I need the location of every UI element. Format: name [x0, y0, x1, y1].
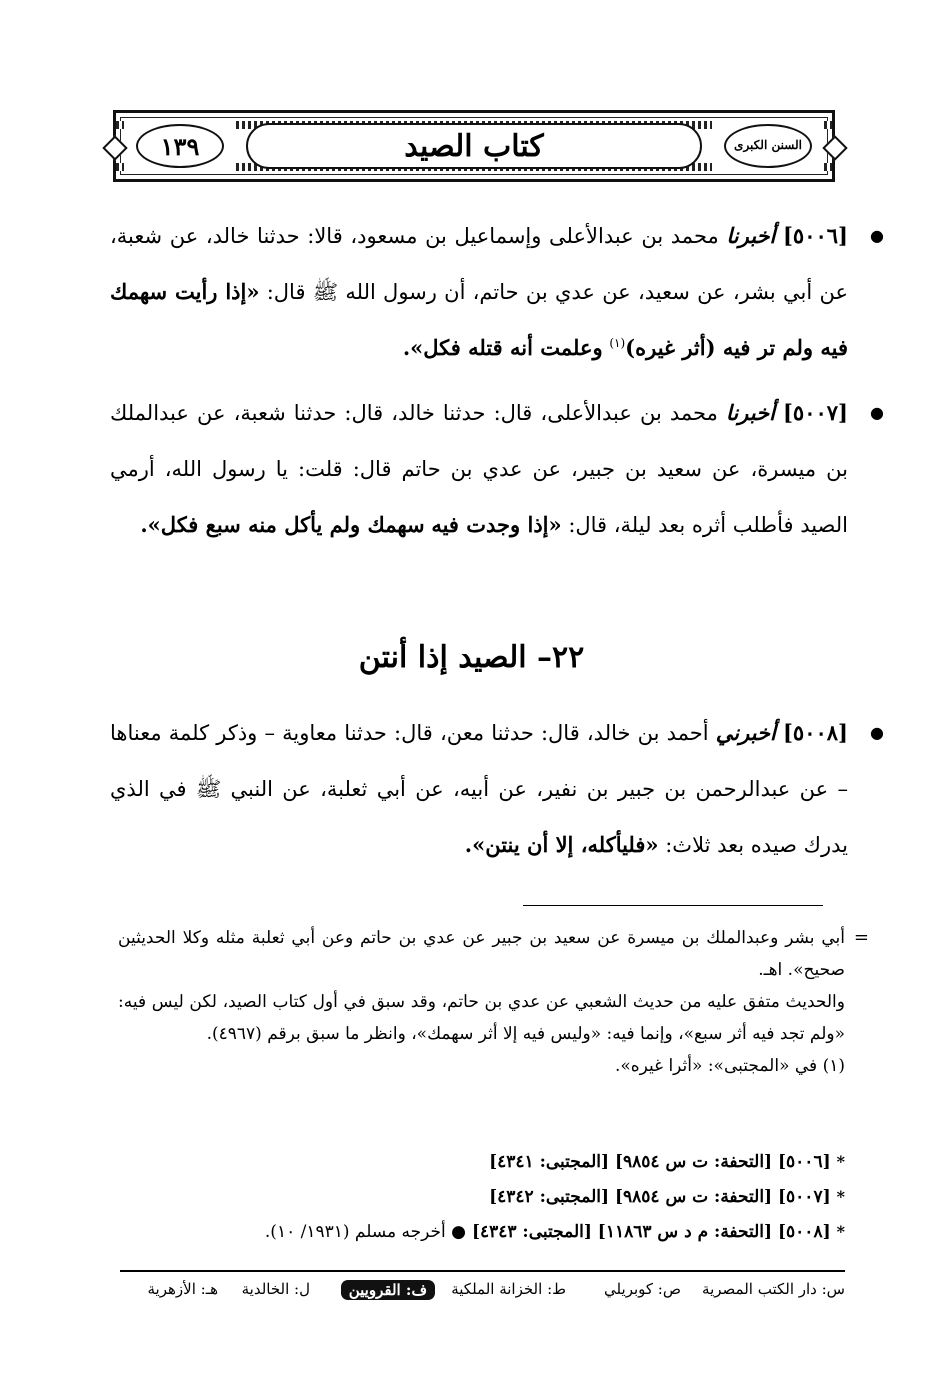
footnote-continuation: [118, 922, 869, 1082]
legend-item-lam: ل: الخالدية: [241, 1280, 310, 1298]
reference-5008: [265, 1222, 845, 1242]
bullet-icon: ●: [870, 403, 884, 422]
hadith-text: محمد بن عبدالأعلى وإسماعيل بن مسعود، قالا: حدثنا خالد،: [205, 224, 719, 248]
hadith-number: [٥٠٠٦]: [782, 223, 848, 248]
footnote-text: والحديث متفق عليه من حديث الشعبي عن عدي بن حاتم، وقد سبق في أول كتاب: [272, 992, 845, 1012]
chapter-title-box: [246, 123, 702, 169]
hadith-quote: «إذا رأيت سهمك فيه ولم تر فيه (أثر غيره): [110, 279, 848, 360]
reference-5006: [489, 1152, 845, 1172]
continuation-mark: =: [853, 927, 869, 948]
legend-item-sad: ص: كوبريلي: [604, 1280, 681, 1298]
legend-item-ta: ط: الخزانة الملكية: [451, 1280, 566, 1298]
reference-extra: ● أخرجه مسلم (١٩٣١/ ١٠).: [264, 1222, 467, 1242]
hadith-intro: أخبرنا: [726, 223, 776, 248]
hadith-5008: [110, 705, 884, 873]
legend-item-ha: هـ: الأزهرية: [147, 1280, 218, 1298]
footnote-ref: (١): [609, 336, 626, 350]
asterisk-icon: *: [836, 1187, 845, 1206]
hadith-intro: أخبرني: [715, 720, 776, 745]
chapter-title: كتاب الصيد: [404, 128, 544, 164]
footnote-text: ما سبق برقم (٤٩٦٧).: [206, 1024, 360, 1044]
footnote-divider: [523, 905, 823, 906]
hadith-number: [٥٠٠٧]: [782, 400, 848, 425]
hadith-text: عن شعبة، عن أبي بشر، عن سعيد، عن عدي بن حاتم، أن رسول الله ﷺ: [110, 224, 848, 304]
hadith-text: أحمد بن خالد، قال: حدثنا معن، قال: حدثنا معاوية – وذكر: [216, 721, 709, 745]
hadith-quote: «إذا وجدت فيه: [431, 512, 562, 537]
hadith-number: [٥٠٠٨]: [782, 720, 848, 745]
bullet-icon: ●: [870, 226, 884, 245]
hadith-5007: [110, 385, 884, 553]
reference-text: [٥٠٠٦] [التحفة: ت س ٩٨٥٤] [المجتبى: ٤٣٤١]: [489, 1152, 831, 1172]
hadith-quote: وعلمت أنه قتله فكل».: [402, 335, 603, 360]
hadith-quote: سهمك ولم يأكل منه سبع فكل».: [140, 512, 425, 537]
hadith-text: محمد بن عبدالأعلى، قال: حدثنا خالد، قال: حدثنا شعبة،: [233, 401, 718, 425]
reference-5007: [489, 1187, 845, 1207]
hadith-text: قال:: [266, 280, 306, 304]
legend-item-s: س: دار الكتب المصرية: [702, 1280, 845, 1298]
page-number-badge: [124, 121, 236, 171]
footnote-text: أبي بشر وعبدالملك بن ميسرة عن سعيد بن جبير عن عدي بن حاتم وعن أبي ثعلبة مثله وكلا: [182, 928, 846, 948]
legend-divider: [120, 1270, 845, 1272]
page-header: [113, 110, 835, 182]
legend-item-fa: ف: القرويين: [341, 1280, 435, 1300]
bullet-icon: ●: [870, 723, 884, 742]
reference-text: [٥٠٠٨] [التحفة: م د س ١١٨٦٣] [المجتبى: ٤٣٤٣]: [471, 1222, 831, 1242]
reference-text: [٥٠٠٧] [التحفة: ت س ٩٨٥٤] [المجتبى: ٤٣٤٢]: [489, 1187, 831, 1207]
hadith-text: عن عبدالملك بن ميسرة، عن سعيد بن جبير، عن عدي بن حاتم قال: قلت:: [110, 401, 848, 481]
footnote-1: (١) في «المجتبى»: «أثرا غيره».: [614, 1056, 845, 1076]
hadith-5006: [110, 208, 884, 376]
asterisk-icon: *: [836, 1152, 845, 1171]
footnote-text: الصيد، لكن ليس فيه: «ولم تجد فيه أثر سبع»، وإنما فيه: «وليس فيه إلا أثر سهمك»، وانظر: [118, 992, 845, 1044]
hadith-quote: «فليأكله، إلا أن ينتن».: [464, 832, 659, 857]
hadith-text: النبي ﷺ في الذي يدرك صيده بعد ثلاث:: [110, 777, 848, 857]
footnote-text: الحديثين صحيح». اهـ.: [118, 928, 845, 980]
book-logo-badge: [712, 121, 824, 171]
section-heading: ٢٢– الصيد إذا أنتن: [358, 640, 585, 675]
page-number: ١٣٩: [160, 131, 200, 161]
hadith-text: يا رسول الله، أرمي الصيد فأطلب أثره بعد ليلة، قال:: [110, 457, 848, 537]
hadith-intro: أخبرنا: [725, 400, 775, 425]
asterisk-icon: *: [836, 1222, 845, 1241]
book-logo: السنن الكبرى: [734, 138, 802, 153]
hadith-text: كلمة معناها – عن عبدالرحمن بن جبير بن نفير، عن أبيه، عن أبي ثعلبة، عن: [110, 721, 848, 801]
